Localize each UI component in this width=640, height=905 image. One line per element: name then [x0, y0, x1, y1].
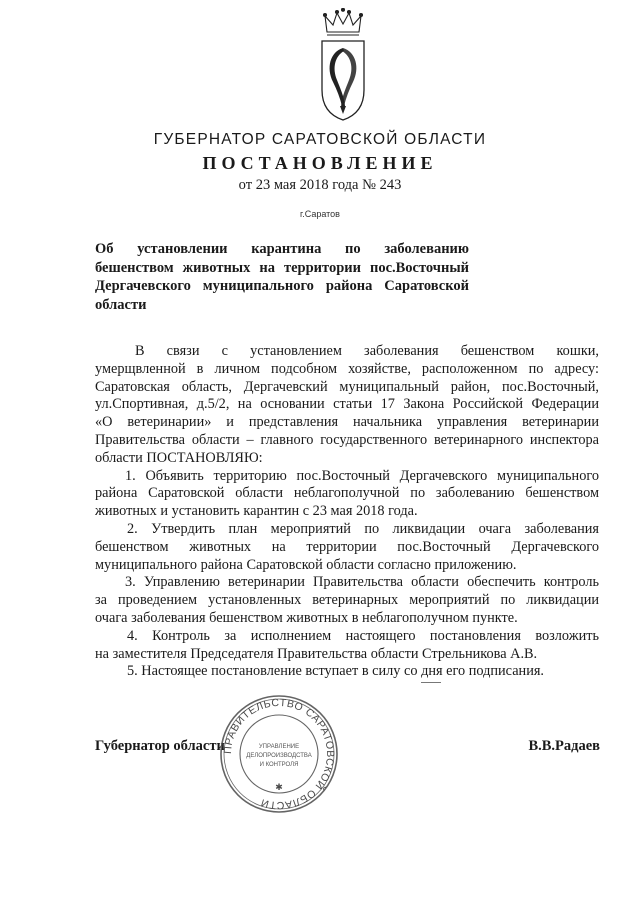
governor-title: ГУБЕРНАТОР САРАТОВСКОЙ ОБЛАСТИ — [153, 131, 487, 148]
item-4-line: на заместителя Председателя Правительства области Стрельникова А.В. — [95, 645, 538, 662]
subject-line: бешенством животных на территории пос.Восточный — [95, 259, 469, 276]
document-date-number: от 23 мая 2018 года № 243 — [238, 177, 402, 193]
item-2-line: муниципального района Саратовской области согласно приложению. — [95, 556, 517, 573]
item-3-line: очага заболевания бешенством животных в неблагополучном пункте. — [95, 609, 518, 626]
preamble-line: Правительства области – главного государственного ветеринарного инспектора — [95, 431, 599, 448]
item-5-line: 5. Настоящее постановление вступает в силу со дня его подписания. — [127, 663, 544, 680]
preamble-line: умерщвленной в личном подсобном хозяйстве, расположенном по адресу: — [95, 360, 599, 377]
stamp-inner-line: УПРАВЛЕНИЕ — [258, 744, 300, 750]
document-subject — [95, 240, 469, 314]
saratov-coat-of-arms-emblem — [318, 8, 368, 123]
item-2-line: бешенством животных на территории пос.Восточный Дергачевского — [95, 538, 599, 555]
item-1-line: района Саратовской области неблагополучной по заболеванию бешенством — [95, 485, 599, 502]
item-3-line: 3. Управлению ветеринарии Правительства области обеспечить контроль — [125, 574, 599, 591]
item-1-line: животных и установить карантин с 23 мая 2018 года. — [95, 503, 418, 520]
sterlet-fish-icon — [330, 48, 357, 114]
item-3-line: за проведением установленных ветеринарных мероприятий по ликвидации — [95, 592, 599, 609]
preamble-line: ул.Спортивная, д.5/2, на основании статьи 17 Закона Российской Федерации — [95, 396, 599, 413]
preamble-line: «О ветеринарии» и представления начальника управления ветеринарии — [95, 414, 599, 431]
stamp-inner-line: ДЕЛОПРОИЗВОДСТВА — [246, 753, 312, 759]
preamble-line: области ПОСТАНОВЛЯЮ: — [95, 449, 263, 466]
preamble-line: В связи с установлением заболевания бешенством кошки, — [135, 343, 599, 359]
stamp-inner-line: И КОНТРОЛЯ — [259, 762, 299, 768]
crown-icon — [324, 8, 363, 35]
official-stamp-seal — [218, 693, 340, 815]
item-2-line: 2. Утвердить план мероприятий по ликвидации очага заболевания — [127, 520, 599, 537]
subject-line: Дергачевского муниципального района Саратовской — [95, 278, 469, 294]
item-1-line: 1. Объявить территорию пос.Восточный Дергачевского муниципального — [125, 467, 599, 484]
preamble-line: Саратовская область, Дергачевский муниципальный район, пос.Восточный, — [95, 378, 599, 395]
subject-line: области — [95, 296, 147, 313]
subject-line: Об установлении карантина по заболеванию — [95, 241, 469, 257]
star-icon: ✱ — [275, 782, 283, 792]
signatory-position: Губернатор области — [95, 738, 225, 754]
document-city: г.Саратов — [300, 209, 340, 219]
document-type-heading: ПОСТАНОВЛЕНИЕ — [202, 153, 438, 173]
stamp-ring-text: ПРАВИТЕЛЬСТВО САРАТОВСКОЙ ОБЛАСТИ — [221, 696, 337, 812]
item-4-line: 4. Контроль за исполнением настоящего постановления возложить — [127, 627, 599, 644]
separator-dash — [421, 682, 441, 683]
signatory-name: В.В.Радаев — [528, 738, 600, 754]
document-body — [95, 343, 599, 681]
